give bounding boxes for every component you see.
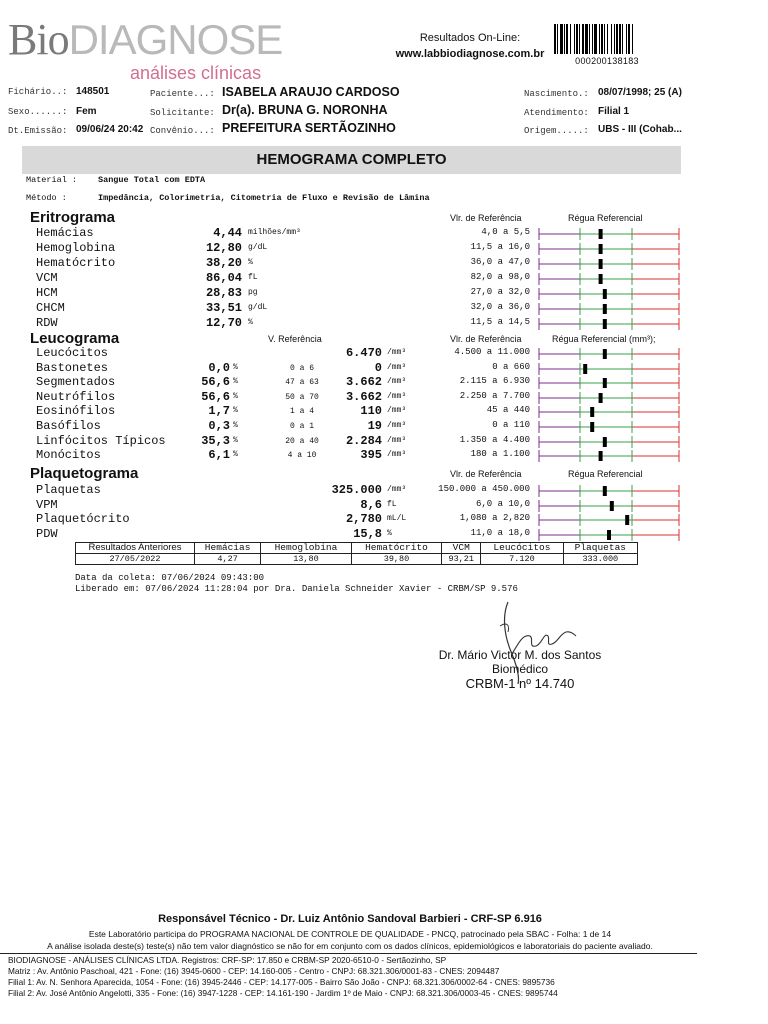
percent-reference: 4 a 10: [287, 451, 317, 461]
reference-range: 11,0 a 18,0: [470, 527, 530, 538]
result-name: VPM: [36, 497, 58, 512]
barcode-icon: [554, 24, 660, 54]
regua-marker: [599, 451, 603, 461]
signature-role: Biomédico: [491, 662, 549, 676]
result-percent: 0,3: [208, 419, 230, 433]
regua-marker: [599, 244, 603, 254]
convenio-label: Convênio...:: [150, 126, 215, 136]
result-value: 325.000: [331, 483, 382, 497]
absolute-unit: /mm³: [387, 377, 407, 387]
result-value: 2,780: [345, 512, 382, 527]
eritrograma-title: Eritrograma: [30, 209, 116, 226]
result-unit: mL/L: [387, 514, 407, 524]
result-name: Segmentados: [36, 375, 116, 390]
absolute-unit: /mm³: [387, 348, 407, 357]
regua-bar: [538, 485, 680, 497]
previous-results-header: [76, 543, 638, 554]
result-value: 15,8: [353, 526, 382, 541]
material-value: Sangue Total com EDTA: [98, 175, 206, 185]
result-value: 38,20: [205, 256, 242, 270]
reference-range: 6,0 a 10,0: [475, 498, 530, 509]
signature-name: Dr. Mário Victor M. dos Santos: [438, 648, 602, 662]
footer-address-filial1: Filial 1: Av. N. Senhora Aparecida, 1054 - Fone: (16) 3945-2446 - CEP: 14.177-005 - Bairro São João - CNPJ: 68.321.306/0002-64 - CNES: 9895736: [8, 977, 555, 987]
result-value: 12,70: [205, 316, 242, 330]
regua-bar: [538, 436, 680, 448]
eritrograma-ref-head: Vlr. de Referência: [450, 213, 522, 223]
previous-value-cell: 93,21: [442, 554, 481, 565]
eritrograma-regua-head: Régua Referencial: [568, 213, 643, 223]
regua-bar: [538, 273, 680, 285]
footer-company-line: BIODIAGNOSE - ANÁLISES CLÍNICAS LTDA. Registros: CRF-SP: 17.850 e CRBM-SP 2020-6510-0 - Sertãozinho, SP: [8, 955, 447, 965]
regua-bar: [538, 450, 680, 462]
previous-value-cell: 333.000: [563, 554, 637, 565]
regua-bar: [538, 228, 680, 240]
previous-value-cell: 27/05/2022: [76, 554, 195, 565]
regua-bar: [538, 243, 680, 255]
previous-results-row: [76, 554, 638, 565]
previous-header-cell: VCM: [442, 543, 481, 554]
result-value: 4,44: [213, 226, 242, 240]
result-percent: 35,3: [201, 433, 230, 448]
result-value: 12,80: [205, 241, 242, 255]
regua-bar: [538, 303, 680, 315]
previous-results-table: [75, 542, 638, 565]
pncq-notice: Este Laboratório participa do PROGRAMA NACIONAL DE CONTROLE DE QUALIDADE - PNCQ, patrocinado pela SBAC - Folha: 1 de 14: [88, 929, 612, 939]
percent-unit: %: [233, 421, 238, 430]
absolute-unit: /mm³: [387, 421, 407, 430]
percent-reference: 0 a 6: [289, 363, 314, 373]
result-name: HCM: [36, 286, 58, 300]
result-name: Hematócrito: [36, 256, 116, 270]
plaquetograma-title: Plaquetograma: [30, 465, 139, 482]
reference-range: 11,5 a 16,0: [470, 242, 530, 252]
absolute-unit: /mm³: [387, 406, 407, 416]
reference-range: 82,0 a 98,0: [470, 272, 530, 282]
regua-bar: [538, 348, 680, 360]
footer-divider: [0, 953, 697, 954]
percent-unit: %: [233, 406, 238, 416]
result-unit: %: [248, 258, 253, 267]
result-name: RDW: [36, 316, 58, 330]
previous-value-cell: 13,80: [261, 554, 352, 565]
regua-bar: [538, 421, 680, 433]
result-unit: g/dL: [248, 303, 268, 312]
regua-bar: [538, 529, 680, 541]
previous-value-cell: 7.120: [481, 554, 563, 565]
coleta-date: Data da coleta: 07/06/2024 09:43:00: [75, 573, 265, 583]
regua-marker: [583, 364, 587, 374]
percent-reference: 47 a 63: [285, 378, 319, 388]
percent-reference: 0 a 1: [289, 422, 314, 431]
paciente-label: Paciente...:: [150, 89, 215, 99]
regua-bar: [538, 363, 680, 375]
regua-marker: [599, 393, 603, 403]
previous-value-cell: 4,27: [195, 554, 261, 565]
diagnostic-disclaimer: A análise isolada deste(s) teste(s) não tem valor diagnóstico se não for em conjunto com os dados clínicos, epidemiológicos e laboratoriais do paciente avaliado.: [47, 941, 653, 951]
result-absolute: 2.284: [345, 433, 382, 448]
atendimento-value: Filial 1: [598, 106, 630, 117]
reference-range: 2.115 a 6.930: [459, 376, 530, 387]
reference-range: 4.500 a 11.000: [454, 347, 530, 357]
leucograma-regua-head: Régua Referencial (mm³);: [552, 334, 656, 344]
regua-bar: [538, 377, 680, 389]
regua-marker: [603, 378, 607, 388]
result-name: Leucócitos: [36, 346, 109, 360]
regua-bar: [538, 318, 680, 330]
regua-bar: [538, 406, 680, 418]
regua-bar: [538, 500, 680, 512]
result-percent: 6,1: [208, 448, 230, 463]
ficha-label: Fichário..:: [8, 87, 68, 97]
result-unit: /mm³: [387, 485, 407, 494]
metodo-value: Impedância, Colorimetria, Citometria de Fluxo e Revisão de Lâmina: [98, 193, 430, 203]
result-absolute: 6.470: [345, 346, 382, 360]
paciente-value: ISABELA ARAUJO CARDOSO: [222, 85, 400, 99]
regua-marker: [603, 289, 607, 299]
result-name: Plaquetas: [36, 483, 101, 497]
absolute-unit: /mm³: [387, 391, 407, 401]
percent-unit: %: [233, 435, 238, 445]
percent-reference: 1 a 4: [289, 407, 314, 417]
result-absolute: 3.662: [345, 389, 382, 404]
result-name: Plaquetócrito: [36, 512, 130, 527]
online-results: [385, 30, 555, 62]
previous-header-cell: Hematócrito: [351, 543, 442, 554]
previous-header-cell: Plaquetas: [563, 543, 637, 554]
origem-label: Origem.....:: [524, 126, 589, 136]
result-unit: %: [248, 318, 253, 327]
result-name: Eosinófilos: [36, 404, 116, 419]
result-value: 33,51: [205, 301, 242, 315]
result-absolute: 395: [360, 448, 382, 463]
result-unit: milhões/mm³: [248, 228, 301, 237]
regua-bar: [538, 288, 680, 300]
sexo-label: Sexo......:: [8, 107, 68, 117]
result-name: Hemoglobina: [36, 241, 116, 255]
reference-range: 27,0 a 32,0: [470, 287, 530, 297]
result-value: 86,04: [205, 271, 242, 285]
result-name: Linfócitos Típicos: [36, 433, 166, 448]
emissao-label: Dt.Emissão:: [8, 126, 68, 136]
signature-crbm: CRBM-1 nº 14.740: [465, 676, 575, 691]
reference-range: 1,080 a 2,820: [459, 513, 530, 524]
percent-unit: %: [233, 391, 238, 401]
result-unit: g/dL: [248, 243, 268, 252]
result-name: VCM: [36, 271, 58, 285]
leucograma-vref-head: V. Referência: [268, 334, 322, 344]
regua-marker: [610, 501, 614, 511]
emissao-value: 09/06/24 20:42: [76, 124, 144, 135]
percent-unit: %: [233, 450, 238, 460]
reference-range: 4,0 a 5,5: [481, 227, 530, 237]
sexo-value: Fem: [76, 106, 97, 117]
result-percent: 56,6: [201, 389, 230, 404]
absolute-unit: /mm³: [387, 435, 407, 445]
reference-range: 150.000 a 450.000: [438, 484, 530, 494]
result-absolute: 19: [367, 419, 382, 433]
result-unit: fL: [387, 499, 397, 509]
result-value: 8,6: [360, 497, 382, 512]
metodo-label: Método :: [26, 193, 67, 203]
result-absolute: 3.662: [345, 375, 382, 390]
reference-range: 180 a 1.100: [470, 449, 530, 460]
result-name: Monócitos: [36, 448, 101, 463]
result-name: Neutrófilos: [36, 389, 116, 404]
regua-marker: [603, 437, 607, 447]
result-absolute: 110: [360, 404, 382, 419]
result-name: CHCM: [36, 301, 65, 315]
absolute-unit: /mm³: [387, 362, 407, 372]
absolute-unit: /mm³: [387, 450, 407, 460]
ficha-value: 148501: [76, 86, 110, 97]
percent-reference: 50 a 70: [285, 392, 319, 402]
footer-address-filial2: Filial 2: Av. José Antônio Angelotti, 335 - Fone: (16) 3947-1228 - CEP: 14.161-190 - Jardim 1º de Maio - CNPJ: 68.321.306/0003-45 - CNES: 9895744: [8, 988, 558, 998]
result-unit: %: [387, 528, 392, 538]
regua-marker: [607, 530, 611, 540]
reference-range: 0 a 110: [492, 420, 530, 430]
reference-range: 45 a 440: [486, 405, 530, 416]
regua-bar: [538, 258, 680, 270]
reference-range: 36,0 a 47,0: [470, 257, 530, 267]
reference-range: 2.250 a 7.700: [459, 390, 530, 401]
liberado-info: Liberado em: 07/06/2024 11:28:04 por Dra. Daniela Schneider Xavier - CRBM/SP 9.576: [75, 584, 518, 594]
origem-value: UBS - III (Cohab...: [598, 124, 682, 135]
leucograma-title: Leucograma: [30, 330, 120, 347]
regua-bar: [538, 514, 680, 526]
regua-marker: [590, 407, 594, 417]
regua-marker: [599, 274, 603, 284]
result-unit: pg: [248, 288, 258, 297]
leucograma-ref-head: Vlr. de Referência: [450, 334, 522, 344]
regua-marker: [603, 349, 607, 359]
reference-range: 11,5 a 14,5: [470, 317, 530, 327]
responsavel-tecnico: Responsável Técnico - Dr. Luiz Antônio Sandoval Barbieri - CRF-SP 6.916: [158, 913, 542, 925]
barcode-number: 000200138183: [575, 56, 639, 66]
result-percent: 56,6: [201, 375, 230, 390]
result-name: Bastonetes: [36, 360, 109, 375]
plaquetograma-regua-head: Régua Referencial: [568, 469, 643, 479]
regua-marker: [599, 259, 603, 269]
result-name: Hemácias: [36, 226, 94, 240]
online-label: Resultados On-Line:: [419, 32, 521, 44]
previous-header-cell: Resultados Anteriores: [76, 543, 195, 554]
result-unit: fL: [248, 273, 258, 282]
previous-header-cell: Leucócitos: [481, 543, 563, 554]
result-value: 28,83: [205, 286, 242, 300]
reference-range: 1.350 a 4.400: [459, 434, 530, 445]
result-percent: 1,7: [208, 404, 230, 419]
atendimento-label: Atendimento:: [524, 108, 589, 118]
regua-bar: [538, 392, 680, 404]
reference-range: 32,0 a 36,0: [470, 302, 530, 312]
percent-unit: %: [233, 362, 238, 372]
percent-unit: %: [233, 377, 238, 387]
logo-subtitle: análises clínicas: [130, 63, 262, 83]
exam-title: HEMOGRAMA COMPLETO: [22, 146, 681, 174]
previous-header-cell: Hemoglobina: [261, 543, 352, 554]
reference-range: 0 a 660: [492, 361, 530, 372]
regua-marker: [603, 319, 607, 329]
logo-wordmark: BioDIAGNOSE: [8, 15, 283, 64]
solicitante-value: Dr(a). BRUNA G. NORONHA: [222, 103, 388, 117]
percent-reference: 20 a 40: [285, 436, 319, 446]
nascimento-value: 08/07/1998; 25 (A): [598, 87, 682, 98]
result-name: PDW: [36, 526, 58, 541]
regua-marker: [599, 229, 603, 239]
result-name: Basófilos: [36, 419, 101, 433]
footer-address-matriz: Matriz : Av. Antônio Paschoal, 421 - Fone: (16) 3945-0600 - CEP: 14.160-005 - Centro - CNPJ: 68.321.306/0001-83 - CNES: 2094487: [8, 966, 500, 976]
nascimento-label: Nascimento.:: [524, 89, 589, 99]
plaquetograma-ref-head: Vlr. de Referência: [450, 469, 522, 479]
solicitante-label: Solicitante:: [150, 108, 215, 118]
result-absolute: 0: [374, 360, 382, 375]
regua-marker: [603, 304, 607, 314]
result-percent: 0,0: [208, 360, 230, 375]
material-label: Material :: [26, 175, 78, 185]
lab-logo: [8, 15, 283, 83]
convenio-value: PREFEITURA SERTÃOZINHO: [222, 121, 396, 135]
previous-header-cell: Hemácias: [195, 543, 261, 554]
regua-marker: [603, 486, 607, 496]
online-url[interactable]: www.labbiodiagnose.com.br: [395, 48, 545, 60]
regua-marker: [590, 422, 594, 432]
previous-value-cell: 39,80: [351, 554, 442, 565]
regua-marker: [625, 515, 629, 525]
